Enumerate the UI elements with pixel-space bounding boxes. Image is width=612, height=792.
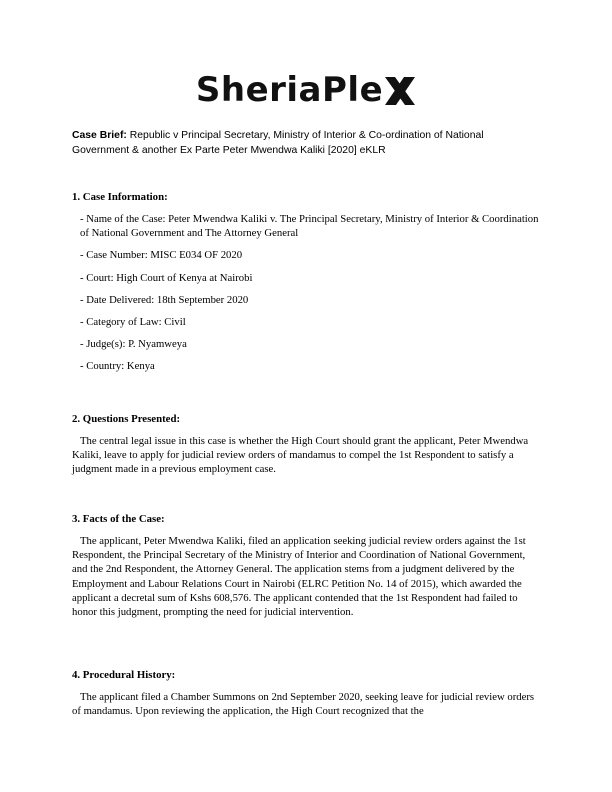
- section-case-information: [72, 190, 542, 374]
- case-info-name: - Name of the Case: Peter Mwendwa Kaliki v. The Principal Secretary, Ministry of Interior & Coordination of National Government and The Attorney General: [80, 213, 539, 240]
- questions-paragraph: The central legal issue in this case is whether the High Court should grant the applicant, Peter Mwendwa Kaliki, leave to apply for judicial review orders of mandamus to compel the 1st Respondent to satisfy a judgment made in a previous employment case.: [72, 435, 529, 476]
- sheriaplex-logo: [0, 70, 612, 126]
- section-questions-presented: [72, 412, 542, 477]
- case-brief-title: Republic v Principal Secretary, Ministry of Interior & Co-ordination of National Government & another Ex Parte Peter Mwendwa Kaliki [2020] eKLR: [72, 130, 484, 156]
- case-brief-label: Case Brief:: [72, 130, 127, 141]
- section-heading: 2. Questions Presented:: [72, 413, 181, 425]
- facts-paragraph: The applicant, Peter Mwendwa Kaliki, filed an application seeking judicial review orders against the 1st Respondent, the Principal Secretary of the Ministry of Interior and Coordination of National Government, and the 2nd Respondent, the Attorney General. The application stems from a judgment delivered by the Employment and Labour Relations Court in Nairobi (ELRC Petition No. 14 of 2015), which awarded the applicant a decretal sum of Kshs 608,576. The applicant contended that the 1st Respondent had failed to honor this judgment, prompting the need for judicial intervention.: [72, 535, 526, 619]
- case-info-court: - Court: High Court of Kenya at Nairobi: [80, 271, 253, 284]
- case-info-date: - Date Delivered: 18th September 2020: [80, 293, 249, 306]
- case-info-number: - Case Number: MISC E034 OF 2020: [80, 249, 243, 262]
- logo-x-mark-icon: [384, 75, 416, 107]
- section-facts: [72, 512, 542, 619]
- section-heading: 3. Facts of the Case:: [72, 513, 165, 525]
- case-info-judge: - Judge(s): P. Nyamweya: [80, 338, 187, 351]
- procedural-paragraph: The applicant filed a Chamber Summons on 2nd September 2020, seeking leave for judicial review orders of mandamus. Upon reviewing the application, the High Court recognized that the: [72, 691, 535, 718]
- section-heading: 4. Procedural History:: [72, 669, 176, 681]
- logo-wordmark: SheriaPle: [195, 70, 384, 110]
- section-heading: 1. Case Information:: [72, 191, 168, 203]
- case-brief-header: [72, 128, 542, 158]
- case-info-country: - Country: Kenya: [80, 360, 155, 373]
- section-procedural-history: [72, 668, 542, 718]
- case-info-category: - Category of Law: Civil: [80, 316, 186, 329]
